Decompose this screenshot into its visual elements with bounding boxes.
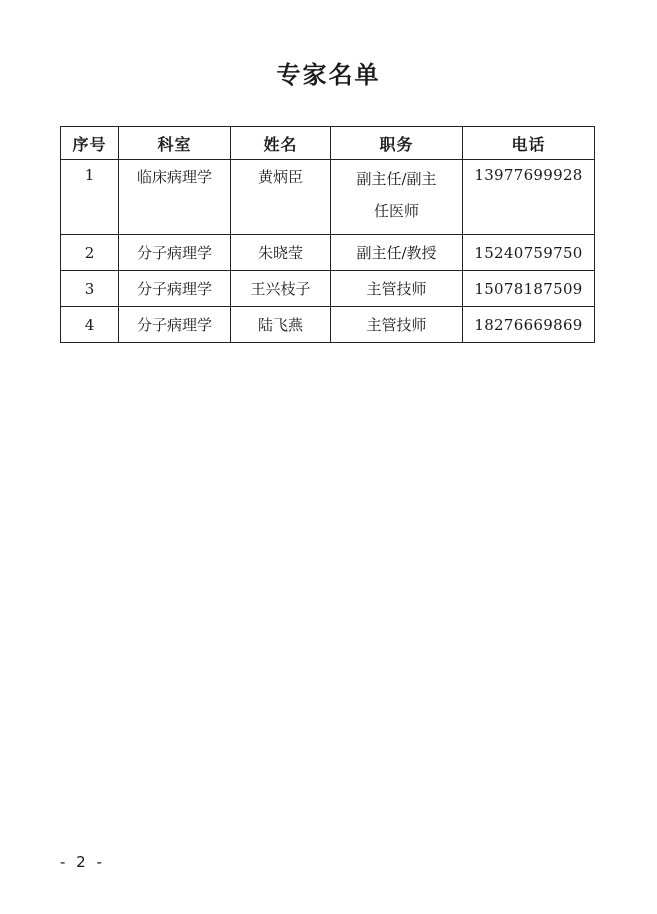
page-number: - 2 - — [60, 853, 105, 871]
cell-dept: 分子病理学 — [119, 307, 231, 343]
cell-title: 副主任/教授 — [331, 235, 463, 271]
expert-table — [60, 126, 595, 343]
cell-no: 2 — [61, 235, 119, 271]
cell-no: 3 — [61, 271, 119, 307]
table-row — [61, 235, 595, 271]
cell-title — [331, 160, 463, 235]
header-phone: 电话 — [463, 127, 595, 160]
cell-name: 王兴枝子 — [231, 271, 331, 307]
cell-dept: 临床病理学 — [119, 160, 231, 235]
header-name: 姓名 — [231, 127, 331, 160]
cell-name: 朱晓莹 — [231, 235, 331, 271]
cell-phone: 18276669869 — [463, 307, 595, 343]
cell-phone: 15240759750 — [463, 235, 595, 271]
cell-name: 陆飞燕 — [231, 307, 331, 343]
table-row — [61, 307, 595, 343]
cell-title: 主管技师 — [331, 307, 463, 343]
header-title: 职务 — [331, 127, 463, 160]
cell-title-line2: 任医师 — [373, 202, 419, 220]
table-header-row — [61, 127, 595, 160]
cell-title: 主管技师 — [331, 271, 463, 307]
cell-dept: 分子病理学 — [119, 235, 231, 271]
cell-dept: 分子病理学 — [119, 271, 231, 307]
cell-phone: 15078187509 — [463, 271, 595, 307]
table-row — [61, 160, 595, 235]
cell-name: 黄炳臣 — [231, 160, 331, 235]
table-row — [61, 271, 595, 307]
cell-title-line1: 副主任/副主 — [356, 170, 437, 188]
cell-phone: 13977699928 — [463, 160, 595, 235]
header-dept: 科室 — [119, 127, 231, 160]
header-no: 序号 — [61, 127, 119, 160]
page-title: 专家名单 — [276, 61, 381, 89]
cell-no: 1 — [61, 160, 119, 235]
cell-no: 4 — [61, 307, 119, 343]
